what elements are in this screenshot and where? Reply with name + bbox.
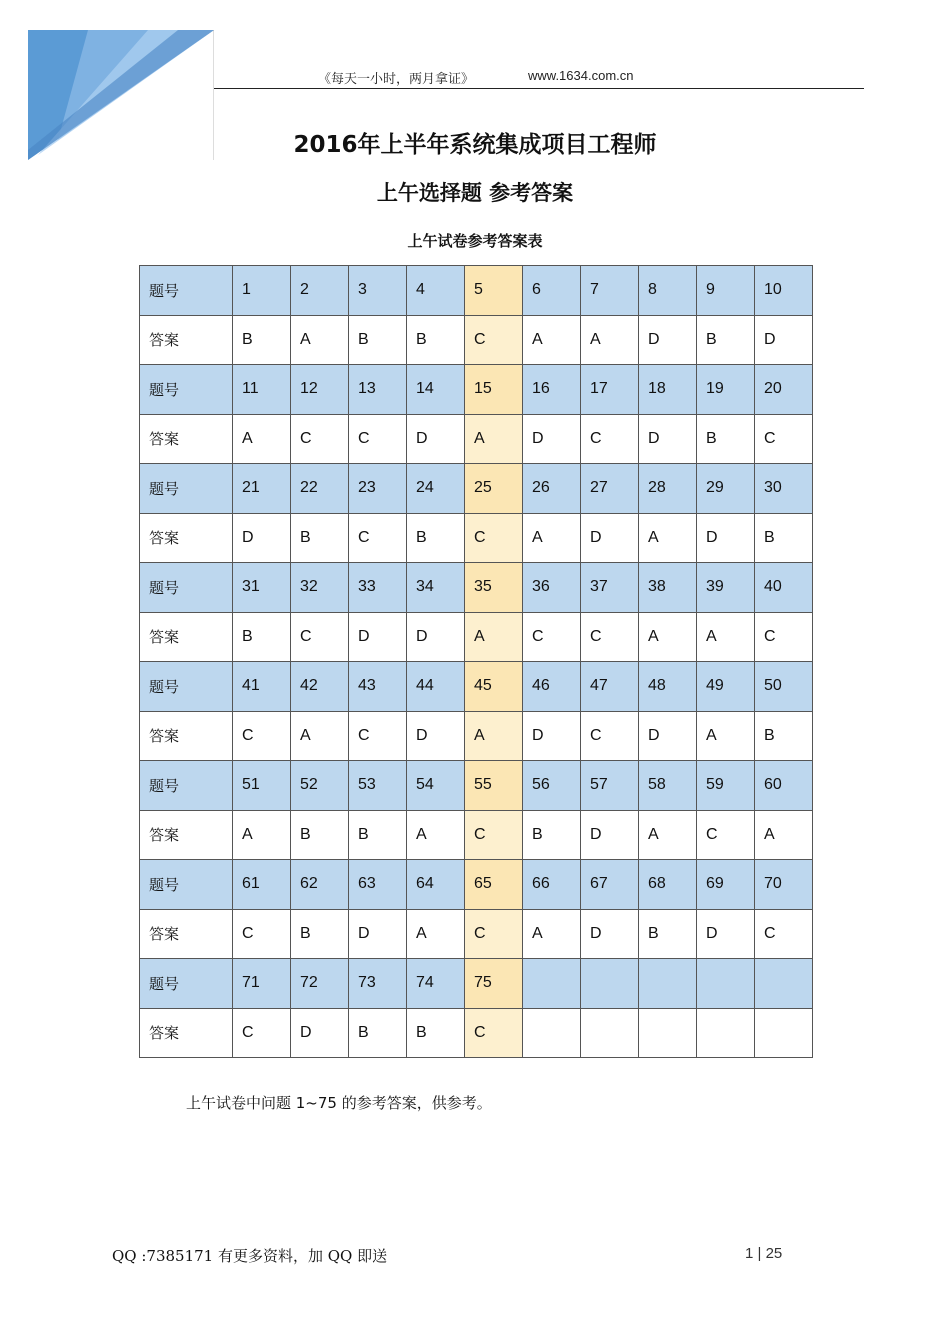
answer-cell: C [349, 711, 407, 761]
question-number-cell: 72 [291, 959, 349, 1009]
question-number-cell: 45 [465, 662, 523, 712]
question-number-cell: 74 [407, 959, 465, 1009]
answer-cell: D [349, 612, 407, 662]
question-number-cell: 64 [407, 860, 465, 910]
answer-cell: B [349, 810, 407, 860]
answer-table [139, 265, 813, 1058]
question-number-cell [755, 959, 813, 1009]
answer-row [140, 1008, 813, 1058]
question-number-cell: 65 [465, 860, 523, 910]
answer-row [140, 711, 813, 761]
row-label-question-number: 题号 [140, 959, 233, 1009]
question-number-cell [639, 959, 697, 1009]
question-number-row [140, 959, 813, 1009]
row-label-question-number: 题号 [140, 761, 233, 811]
answer-cell: B [407, 1008, 465, 1058]
question-number-cell: 53 [349, 761, 407, 811]
answer-cell: D [639, 414, 697, 464]
header-slogan: 《每天一小时，两月拿证》 [318, 72, 475, 87]
question-number-cell: 8 [639, 266, 697, 316]
answer-cell: B [407, 513, 465, 563]
answer-cell: B [291, 810, 349, 860]
answer-cell: B [697, 315, 755, 365]
question-number-cell: 31 [233, 563, 291, 613]
question-number-cell: 25 [465, 464, 523, 514]
question-number-cell [523, 959, 581, 1009]
answer-cell: B [407, 315, 465, 365]
answer-cell: D [639, 315, 697, 365]
question-number-cell: 57 [581, 761, 639, 811]
answer-cell: C [755, 909, 813, 959]
question-number-cell: 12 [291, 365, 349, 415]
question-number-row [140, 761, 813, 811]
row-label-question-number: 题号 [140, 662, 233, 712]
question-number-cell: 70 [755, 860, 813, 910]
question-number-cell: 62 [291, 860, 349, 910]
answer-cell [581, 1008, 639, 1058]
answer-cell [523, 1008, 581, 1058]
question-number-row [140, 662, 813, 712]
question-number-cell: 23 [349, 464, 407, 514]
answer-cell: C [349, 513, 407, 563]
question-number-cell: 17 [581, 365, 639, 415]
question-number-cell: 49 [697, 662, 755, 712]
answer-cell: C [465, 1008, 523, 1058]
row-label-question-number: 题号 [140, 464, 233, 514]
question-number-cell [581, 959, 639, 1009]
answer-cell: A [755, 810, 813, 860]
row-label-answer: 答案 [140, 1008, 233, 1058]
answer-row [140, 513, 813, 563]
question-number-cell: 37 [581, 563, 639, 613]
question-number-cell: 10 [755, 266, 813, 316]
answer-cell: C [755, 612, 813, 662]
question-number-cell: 39 [697, 563, 755, 613]
question-number-cell: 66 [523, 860, 581, 910]
question-number-cell: 33 [349, 563, 407, 613]
answer-cell: C [233, 711, 291, 761]
answer-cell: C [291, 612, 349, 662]
question-number-cell: 22 [291, 464, 349, 514]
question-number-cell: 30 [755, 464, 813, 514]
question-number-cell: 34 [407, 563, 465, 613]
answer-cell: B [523, 810, 581, 860]
answer-cell: B [349, 315, 407, 365]
answer-row [140, 909, 813, 959]
answer-cell: A [639, 612, 697, 662]
answer-row [140, 414, 813, 464]
question-number-cell: 46 [523, 662, 581, 712]
header-site-url: www.1634.com.cn [528, 68, 634, 83]
answer-cell: C [465, 810, 523, 860]
answer-cell: D [349, 909, 407, 959]
answer-cell: A [465, 414, 523, 464]
question-number-cell: 59 [697, 761, 755, 811]
question-number-cell: 13 [349, 365, 407, 415]
answer-cell: B [755, 513, 813, 563]
question-number-cell: 15 [465, 365, 523, 415]
row-label-question-number: 题号 [140, 365, 233, 415]
question-number-cell: 20 [755, 365, 813, 415]
question-number-cell: 29 [697, 464, 755, 514]
answer-cell: A [639, 810, 697, 860]
answer-cell: D [581, 810, 639, 860]
answer-cell: D [523, 711, 581, 761]
row-label-answer: 答案 [140, 612, 233, 662]
answer-cell: A [523, 315, 581, 365]
row-label-question-number: 题号 [140, 563, 233, 613]
footer-contact: QQ :7385171 有更多资料，加 QQ 即送 [112, 1247, 388, 1265]
question-number-cell: 55 [465, 761, 523, 811]
question-number-cell: 43 [349, 662, 407, 712]
answer-cell: C [523, 612, 581, 662]
row-label-question-number: 题号 [140, 860, 233, 910]
question-number-row [140, 860, 813, 910]
question-number-cell: 50 [755, 662, 813, 712]
answer-cell: C [465, 315, 523, 365]
answer-cell: B [697, 414, 755, 464]
question-number-cell: 26 [523, 464, 581, 514]
question-number-cell: 54 [407, 761, 465, 811]
question-number-row [140, 266, 813, 316]
question-number-cell: 21 [233, 464, 291, 514]
question-number-cell: 4 [407, 266, 465, 316]
question-number-cell: 42 [291, 662, 349, 712]
question-number-cell: 32 [291, 563, 349, 613]
answer-cell: C [697, 810, 755, 860]
answer-cell: D [523, 414, 581, 464]
question-number-cell: 63 [349, 860, 407, 910]
row-label-answer: 答案 [140, 513, 233, 563]
answer-cell: A [407, 909, 465, 959]
answer-cell: C [581, 414, 639, 464]
answer-cell: A [523, 909, 581, 959]
answer-cell: B [291, 513, 349, 563]
question-number-cell: 52 [291, 761, 349, 811]
question-number-cell: 16 [523, 365, 581, 415]
answer-row [140, 810, 813, 860]
question-number-cell: 75 [465, 959, 523, 1009]
question-number-cell: 47 [581, 662, 639, 712]
row-label-answer: 答案 [140, 315, 233, 365]
answer-cell: A [233, 414, 291, 464]
question-number-cell: 18 [639, 365, 697, 415]
question-number-cell: 6 [523, 266, 581, 316]
question-number-cell: 24 [407, 464, 465, 514]
answer-cell: B [291, 909, 349, 959]
row-label-question-number: 题号 [140, 266, 233, 316]
answer-cell: C [755, 414, 813, 464]
answer-note: 上午试卷中问题 1~75 的参考答案，供参考。 [186, 1094, 492, 1112]
answer-cell: B [755, 711, 813, 761]
answer-cell: C [465, 513, 523, 563]
answer-cell: A [233, 810, 291, 860]
answer-cell: C [465, 909, 523, 959]
answer-cell: D [581, 513, 639, 563]
page-number: 1 | 25 [745, 1245, 783, 1262]
row-label-answer: 答案 [140, 909, 233, 959]
question-number-cell: 19 [697, 365, 755, 415]
answer-cell [639, 1008, 697, 1058]
question-number-cell: 5 [465, 266, 523, 316]
answer-cell: A [697, 711, 755, 761]
question-number-row [140, 464, 813, 514]
answer-cell: C [581, 612, 639, 662]
question-number-cell [697, 959, 755, 1009]
answer-cell: D [407, 414, 465, 464]
question-number-cell: 71 [233, 959, 291, 1009]
question-number-cell: 36 [523, 563, 581, 613]
question-number-cell: 73 [349, 959, 407, 1009]
question-number-cell: 11 [233, 365, 291, 415]
question-number-row [140, 365, 813, 415]
answer-cell: B [639, 909, 697, 959]
question-number-cell: 61 [233, 860, 291, 910]
answer-cell: D [755, 315, 813, 365]
answer-cell: A [291, 315, 349, 365]
question-number-cell: 48 [639, 662, 697, 712]
answer-cell: B [233, 612, 291, 662]
question-number-cell: 69 [697, 860, 755, 910]
question-number-cell: 9 [697, 266, 755, 316]
answer-cell: A [407, 810, 465, 860]
question-number-cell: 1 [233, 266, 291, 316]
answer-cell: D [639, 711, 697, 761]
answer-cell: A [523, 513, 581, 563]
answer-cell: D [407, 711, 465, 761]
row-label-answer: 答案 [140, 810, 233, 860]
answer-cell: A [697, 612, 755, 662]
answer-cell [755, 1008, 813, 1058]
question-number-cell: 7 [581, 266, 639, 316]
answer-cell: D [697, 909, 755, 959]
answer-cell: B [349, 1008, 407, 1058]
answer-cell: C [233, 909, 291, 959]
row-label-answer: 答案 [140, 414, 233, 464]
answer-cell: A [465, 711, 523, 761]
question-number-cell: 35 [465, 563, 523, 613]
answer-cell: A [581, 315, 639, 365]
question-number-cell: 28 [639, 464, 697, 514]
answer-cell: A [639, 513, 697, 563]
question-number-cell: 51 [233, 761, 291, 811]
question-number-cell: 68 [639, 860, 697, 910]
document-subtitle: 上午选择题 参考答案 [376, 181, 574, 205]
row-label-answer: 答案 [140, 711, 233, 761]
header-divider [214, 88, 864, 89]
question-number-row [140, 563, 813, 613]
answer-cell: D [291, 1008, 349, 1058]
answer-cell: D [697, 513, 755, 563]
question-number-cell: 60 [755, 761, 813, 811]
question-number-cell: 56 [523, 761, 581, 811]
question-number-cell: 40 [755, 563, 813, 613]
answer-cell: B [233, 315, 291, 365]
answer-row [140, 315, 813, 365]
answer-cell: C [233, 1008, 291, 1058]
question-number-cell: 14 [407, 365, 465, 415]
answer-cell: C [291, 414, 349, 464]
answer-cell: D [407, 612, 465, 662]
question-number-cell: 67 [581, 860, 639, 910]
answer-row [140, 612, 813, 662]
table-caption: 上午试卷参考答案表 [407, 232, 543, 250]
answer-cell: C [581, 711, 639, 761]
answer-cell: D [233, 513, 291, 563]
document-title: 2016年上半年系统集成项目工程师 [293, 132, 657, 158]
answer-cell [697, 1008, 755, 1058]
answer-cell: A [291, 711, 349, 761]
question-number-cell: 38 [639, 563, 697, 613]
answer-cell: C [349, 414, 407, 464]
question-number-cell: 44 [407, 662, 465, 712]
question-number-cell: 2 [291, 266, 349, 316]
question-number-cell: 58 [639, 761, 697, 811]
answer-cell: A [465, 612, 523, 662]
question-number-cell: 27 [581, 464, 639, 514]
answer-cell: D [581, 909, 639, 959]
question-number-cell: 41 [233, 662, 291, 712]
question-number-cell: 3 [349, 266, 407, 316]
